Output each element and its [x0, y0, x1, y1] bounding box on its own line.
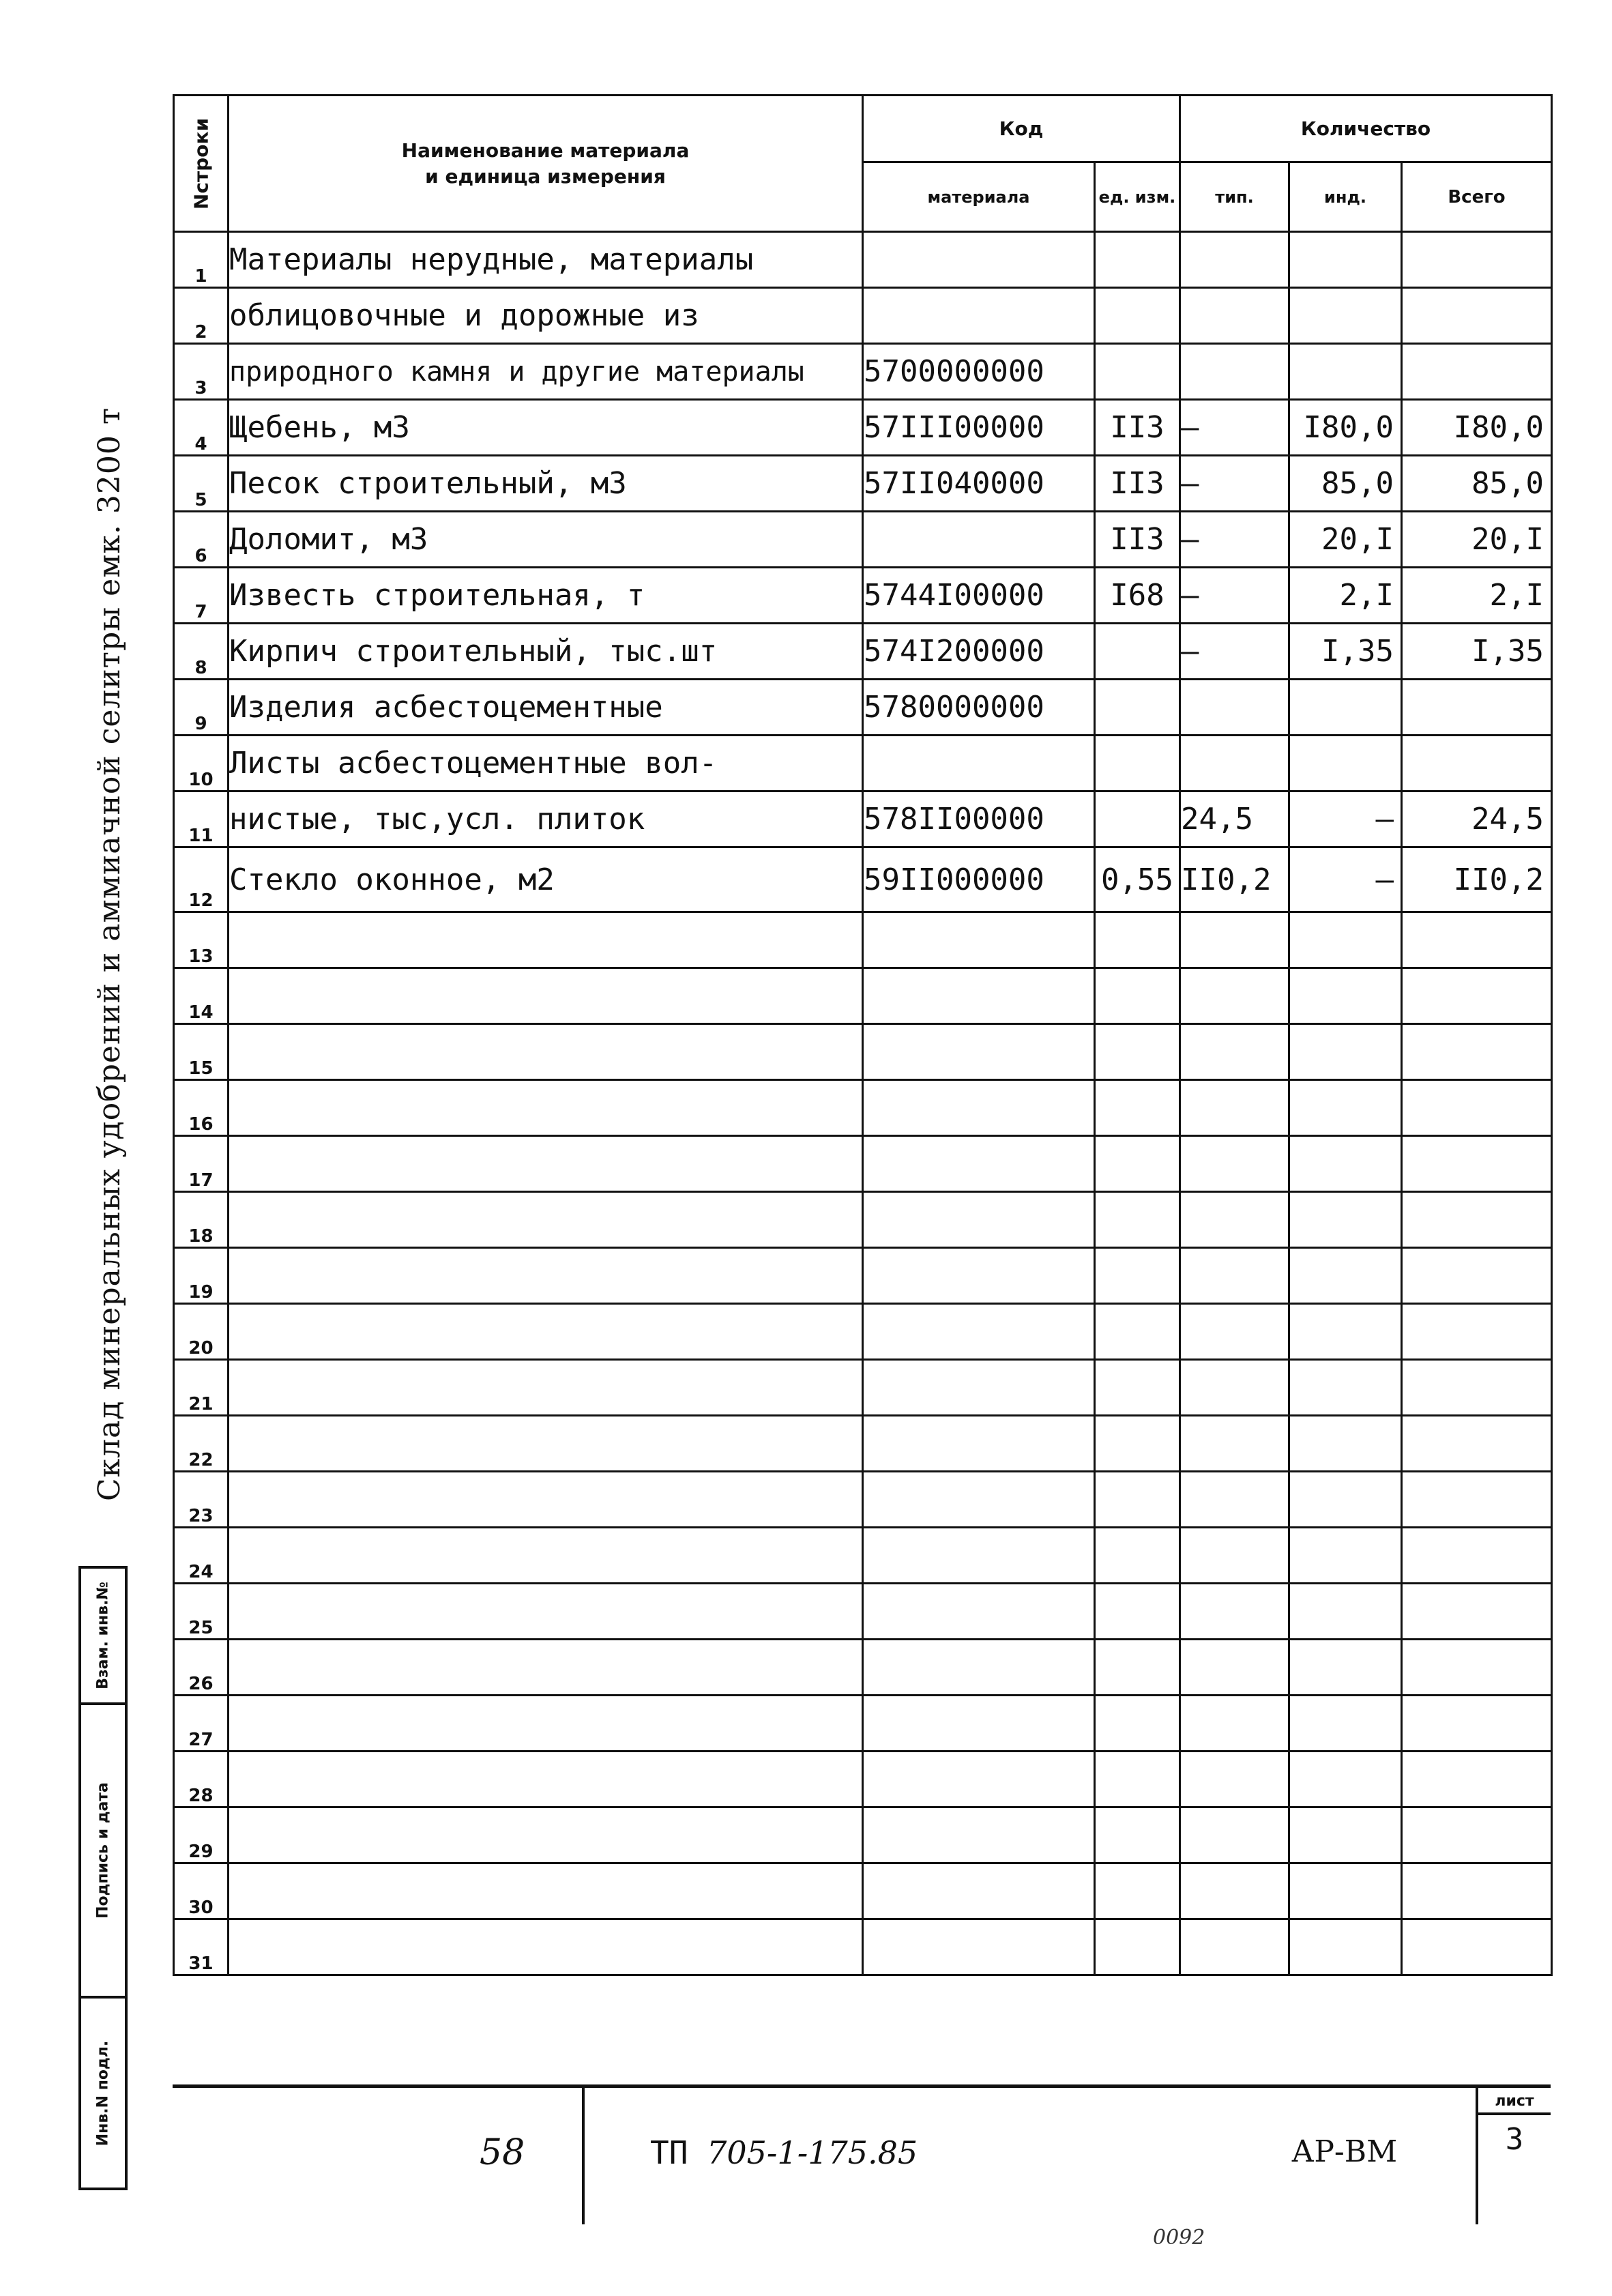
table-row [174, 791, 1552, 847]
qty-total: 85,0 [1402, 456, 1552, 512]
qty-total: I80,0 [1402, 400, 1552, 456]
qty-total [1402, 1919, 1552, 1975]
material-code [863, 912, 1095, 968]
material-code [863, 1919, 1095, 1975]
unit-code [1095, 1192, 1180, 1248]
material-name: Кирпич строительный, тыс.шт [229, 624, 863, 680]
table-row [174, 1136, 1552, 1192]
row-number: 26 [174, 1640, 229, 1696]
qty-typ [1180, 1807, 1289, 1863]
row-number: 16 [174, 1080, 229, 1136]
qty-ind [1289, 232, 1402, 288]
qty-typ: – [1180, 624, 1289, 680]
row-number: 1 [174, 232, 229, 288]
header-row-number: Nстроки [174, 96, 229, 232]
material-name [229, 1248, 863, 1304]
qty-typ [1180, 288, 1289, 344]
qty-ind [1289, 968, 1402, 1024]
header-material: материала [863, 162, 1095, 232]
row-number: 4 [174, 400, 229, 456]
unit-code [1095, 736, 1180, 791]
qty-typ [1180, 344, 1289, 400]
qty-ind: 2,I [1289, 568, 1402, 624]
material-name: Стекло оконное, м2 [229, 847, 863, 912]
unit-code [1095, 1360, 1180, 1416]
qty-total [1402, 968, 1552, 1024]
table-row [174, 456, 1552, 512]
material-code: 5700000000 [863, 344, 1095, 400]
material-code [863, 1752, 1095, 1807]
row-number: 17 [174, 1136, 229, 1192]
qty-ind [1289, 1248, 1402, 1304]
unit-code [1095, 232, 1180, 288]
material-code: 5744I00000 [863, 568, 1095, 624]
row-number: 9 [174, 680, 229, 736]
sheet-box [1476, 2088, 1551, 2224]
header-total: Всего [1402, 162, 1552, 232]
qty-total: 2,I [1402, 568, 1552, 624]
qty-typ [1180, 1528, 1289, 1584]
qty-ind [1289, 1584, 1402, 1640]
page-number: 58 [480, 2132, 525, 2173]
table-row [174, 1416, 1552, 1472]
row-number: 24 [174, 1528, 229, 1584]
table-row [174, 624, 1552, 680]
qty-total [1402, 1863, 1552, 1919]
row-number: 28 [174, 1752, 229, 1807]
unit-code: II3 [1095, 512, 1180, 568]
qty-total [1402, 1024, 1552, 1080]
qty-typ [1180, 1024, 1289, 1080]
qty-typ [1180, 232, 1289, 288]
materials-table [173, 94, 1553, 1976]
qty-typ: – [1180, 512, 1289, 568]
material-code [863, 1640, 1095, 1696]
table-row [174, 232, 1552, 288]
material-name: облицовочные и дорожные из [229, 288, 863, 344]
material-name: Листы асбестоцементные вол- [229, 736, 863, 791]
row-number: 12 [174, 847, 229, 912]
qty-ind [1289, 1080, 1402, 1136]
qty-total [1402, 1696, 1552, 1752]
qty-typ: 24,5 [1180, 791, 1289, 847]
table-row [174, 912, 1552, 968]
material-name [229, 968, 863, 1024]
material-name [229, 1080, 863, 1136]
qty-ind [1289, 912, 1402, 968]
material-name [229, 1752, 863, 1807]
unit-code [1095, 912, 1180, 968]
material-name [229, 1863, 863, 1919]
document-number: ТП 705-1-175.85 [650, 2134, 918, 2171]
material-name: Щебень, м3 [229, 400, 863, 456]
stamp-label: Взам. инв.№ [94, 1582, 112, 1689]
row-number: 29 [174, 1807, 229, 1863]
material-code [863, 1024, 1095, 1080]
unit-code [1095, 1472, 1180, 1528]
table-row [174, 1863, 1552, 1919]
approval-stamp [78, 1566, 128, 2190]
unit-code [1095, 1080, 1180, 1136]
table-row [174, 1080, 1552, 1136]
qty-typ [1180, 1584, 1289, 1640]
qty-ind [1289, 1416, 1402, 1472]
title-block-divider [582, 2088, 585, 2224]
qty-total [1402, 344, 1552, 400]
material-name [229, 1192, 863, 1248]
table-row [174, 512, 1552, 568]
qty-total: 20,I [1402, 512, 1552, 568]
qty-total [1402, 232, 1552, 288]
material-code [863, 1863, 1095, 1919]
row-number: 30 [174, 1863, 229, 1919]
qty-total [1402, 1472, 1552, 1528]
table-row [174, 1248, 1552, 1304]
qty-typ [1180, 912, 1289, 968]
row-number: 14 [174, 968, 229, 1024]
material-code [863, 1472, 1095, 1528]
qty-total [1402, 1752, 1552, 1807]
row-number: 19 [174, 1248, 229, 1304]
unit-code [1095, 1416, 1180, 1472]
unit-code [1095, 1136, 1180, 1192]
material-name: Доломит, м3 [229, 512, 863, 568]
qty-total [1402, 1807, 1552, 1863]
material-code [863, 1528, 1095, 1584]
stamp-cell-signature [81, 1705, 125, 1999]
material-code [863, 1136, 1095, 1192]
row-number: 3 [174, 344, 229, 400]
header-unit: ед. изм. [1095, 162, 1180, 232]
material-code [863, 1248, 1095, 1304]
qty-ind: 20,I [1289, 512, 1402, 568]
row-number: 6 [174, 512, 229, 568]
material-name [229, 1807, 863, 1863]
stamp-label: Инв.N подл. [94, 2040, 112, 2146]
unit-code [1095, 791, 1180, 847]
qty-ind [1289, 1696, 1402, 1752]
header-material-name: Наименование материала и единица измерения [229, 96, 863, 232]
material-name: Известь строительная, т [229, 568, 863, 624]
qty-typ [1180, 1640, 1289, 1696]
table-row [174, 1192, 1552, 1248]
qty-typ [1180, 1863, 1289, 1919]
material-code [863, 288, 1095, 344]
material-code: 574I200000 [863, 624, 1095, 680]
qty-typ: – [1180, 456, 1289, 512]
row-number: 8 [174, 624, 229, 680]
row-number: 7 [174, 568, 229, 624]
material-name [229, 1640, 863, 1696]
table-row [174, 568, 1552, 624]
qty-typ: – [1180, 400, 1289, 456]
table-row [174, 1472, 1552, 1528]
qty-total [1402, 1136, 1552, 1192]
material-name [229, 1024, 863, 1080]
unit-code [1095, 1863, 1180, 1919]
material-name [229, 1360, 863, 1416]
header-typ: тип. [1180, 162, 1289, 232]
qty-total [1402, 1416, 1552, 1472]
qty-ind [1289, 1192, 1402, 1248]
qty-typ [1180, 1416, 1289, 1472]
material-code [863, 1360, 1095, 1416]
material-name: Песок строительный, м3 [229, 456, 863, 512]
material-code [863, 1192, 1095, 1248]
unit-code [1095, 1584, 1180, 1640]
qty-total: 24,5 [1402, 791, 1552, 847]
material-name [229, 912, 863, 968]
material-name: Изделия асбестоцементные [229, 680, 863, 736]
qty-ind [1289, 736, 1402, 791]
row-number: 15 [174, 1024, 229, 1080]
qty-total [1402, 680, 1552, 736]
qty-ind [1289, 1472, 1402, 1528]
row-number: 11 [174, 791, 229, 847]
sheet-label: лист [1478, 2088, 1551, 2115]
material-name: природного камня и другие материалы [229, 344, 863, 400]
qty-total [1402, 1640, 1552, 1696]
material-code: 578II00000 [863, 791, 1095, 847]
unit-code [1095, 1752, 1180, 1807]
qty-total [1402, 912, 1552, 968]
material-code [863, 1584, 1095, 1640]
row-number: 2 [174, 288, 229, 344]
material-code: 59II000000 [863, 847, 1095, 912]
material-code [863, 1807, 1095, 1863]
table-row [174, 1752, 1552, 1807]
material-name [229, 1696, 863, 1752]
material-name [229, 1136, 863, 1192]
unit-code [1095, 1807, 1180, 1863]
material-name [229, 1416, 863, 1472]
qty-typ [1180, 968, 1289, 1024]
table-row [174, 1360, 1552, 1416]
table-row [174, 680, 1552, 736]
qty-typ [1180, 1919, 1289, 1975]
material-code: 5780000000 [863, 680, 1095, 736]
material-code [863, 232, 1095, 288]
qty-ind [1289, 1863, 1402, 1919]
qty-typ: II0,2 [1180, 847, 1289, 912]
document-code: АР-ВМ [1291, 2134, 1398, 2169]
unit-code [1095, 1024, 1180, 1080]
unit-code [1095, 288, 1180, 344]
material-code: 57III00000 [863, 400, 1095, 456]
row-number: 18 [174, 1192, 229, 1248]
qty-typ [1180, 1696, 1289, 1752]
material-name [229, 1304, 863, 1360]
qty-total: I,35 [1402, 624, 1552, 680]
qty-total [1402, 736, 1552, 791]
qty-typ [1180, 1192, 1289, 1248]
qty-ind [1289, 680, 1402, 736]
material-name [229, 1528, 863, 1584]
document-side-title: Склад минеральных удобрений и аммиачной селитры емк. 3200 т [92, 407, 127, 1501]
stamp-cell-replacement [81, 1569, 125, 1705]
qty-ind [1289, 344, 1402, 400]
table-row [174, 1640, 1552, 1696]
unit-code [1095, 1640, 1180, 1696]
row-number: 22 [174, 1416, 229, 1472]
qty-ind: – [1289, 791, 1402, 847]
qty-typ [1180, 1472, 1289, 1528]
unit-code [1095, 680, 1180, 736]
qty-total [1402, 1304, 1552, 1360]
title-block [173, 2084, 1551, 2224]
qty-typ [1180, 1360, 1289, 1416]
qty-total: II0,2 [1402, 847, 1552, 912]
qty-total [1402, 1528, 1552, 1584]
material-code [863, 1080, 1095, 1136]
unit-code: II3 [1095, 400, 1180, 456]
table-row [174, 400, 1552, 456]
table-row [174, 288, 1552, 344]
row-number: 27 [174, 1696, 229, 1752]
material-code [863, 1416, 1095, 1472]
qty-total [1402, 1248, 1552, 1304]
material-name [229, 1472, 863, 1528]
qty-ind [1289, 1919, 1402, 1975]
row-number: 31 [174, 1919, 229, 1975]
row-number: 20 [174, 1304, 229, 1360]
unit-code [1095, 624, 1180, 680]
material-code: 57II040000 [863, 456, 1095, 512]
unit-code: II3 [1095, 456, 1180, 512]
header-quantity: Количество [1180, 96, 1552, 162]
row-number: 23 [174, 1472, 229, 1528]
unit-code [1095, 1696, 1180, 1752]
header-code: Код [863, 96, 1180, 162]
unit-code [1095, 1248, 1180, 1304]
qty-total [1402, 1192, 1552, 1248]
material-code [863, 968, 1095, 1024]
qty-ind: – [1289, 847, 1402, 912]
unit-code [1095, 968, 1180, 1024]
qty-ind [1289, 1136, 1402, 1192]
table-row [174, 1696, 1552, 1752]
unit-code [1095, 1304, 1180, 1360]
qty-ind [1289, 288, 1402, 344]
row-number: 5 [174, 456, 229, 512]
qty-ind: I80,0 [1289, 400, 1402, 456]
table-row [174, 1024, 1552, 1080]
material-name: Материалы нерудные, материалы [229, 232, 863, 288]
qty-ind: 85,0 [1289, 456, 1402, 512]
qty-typ [1180, 1304, 1289, 1360]
material-code [863, 736, 1095, 791]
qty-ind [1289, 1304, 1402, 1360]
row-number: 10 [174, 736, 229, 791]
unit-code [1095, 1919, 1180, 1975]
unit-code: I68 [1095, 568, 1180, 624]
unit-code: 0,55 [1095, 847, 1180, 912]
table-row [174, 847, 1552, 912]
material-name: нистые, тыс,усл. плиток [229, 791, 863, 847]
material-name [229, 1919, 863, 1975]
qty-typ [1180, 1136, 1289, 1192]
qty-typ [1180, 1080, 1289, 1136]
qty-total [1402, 1360, 1552, 1416]
material-code [863, 512, 1095, 568]
table-row [174, 736, 1552, 791]
qty-typ [1180, 1752, 1289, 1807]
qty-typ [1180, 680, 1289, 736]
row-number: 13 [174, 912, 229, 968]
stamp-cell-inventory [81, 1999, 125, 2188]
table-row [174, 1584, 1552, 1640]
material-code [863, 1304, 1095, 1360]
qty-typ [1180, 1248, 1289, 1304]
table-row [174, 968, 1552, 1024]
qty-ind [1289, 1640, 1402, 1696]
qty-typ [1180, 736, 1289, 791]
material-name [229, 1584, 863, 1640]
row-number: 25 [174, 1584, 229, 1640]
archive-note: 0092 [1153, 2226, 1205, 2250]
qty-typ: – [1180, 568, 1289, 624]
qty-ind [1289, 1360, 1402, 1416]
qty-total [1402, 288, 1552, 344]
qty-ind [1289, 1752, 1402, 1807]
table-row [174, 1304, 1552, 1360]
stamp-label: Подпись и дата [94, 1782, 112, 1919]
unit-code [1095, 1528, 1180, 1584]
qty-ind [1289, 1807, 1402, 1863]
material-code [863, 1696, 1095, 1752]
qty-ind [1289, 1024, 1402, 1080]
table-row [174, 1528, 1552, 1584]
sheet-number: 3 [1505, 2122, 1524, 2157]
qty-ind [1289, 1528, 1402, 1584]
unit-code [1095, 344, 1180, 400]
table-row [174, 1919, 1552, 1975]
qty-total [1402, 1584, 1552, 1640]
table-row [174, 1807, 1552, 1863]
table-row [174, 344, 1552, 400]
qty-ind: I,35 [1289, 624, 1402, 680]
row-number: 21 [174, 1360, 229, 1416]
header-ind: инд. [1289, 162, 1402, 232]
qty-total [1402, 1080, 1552, 1136]
